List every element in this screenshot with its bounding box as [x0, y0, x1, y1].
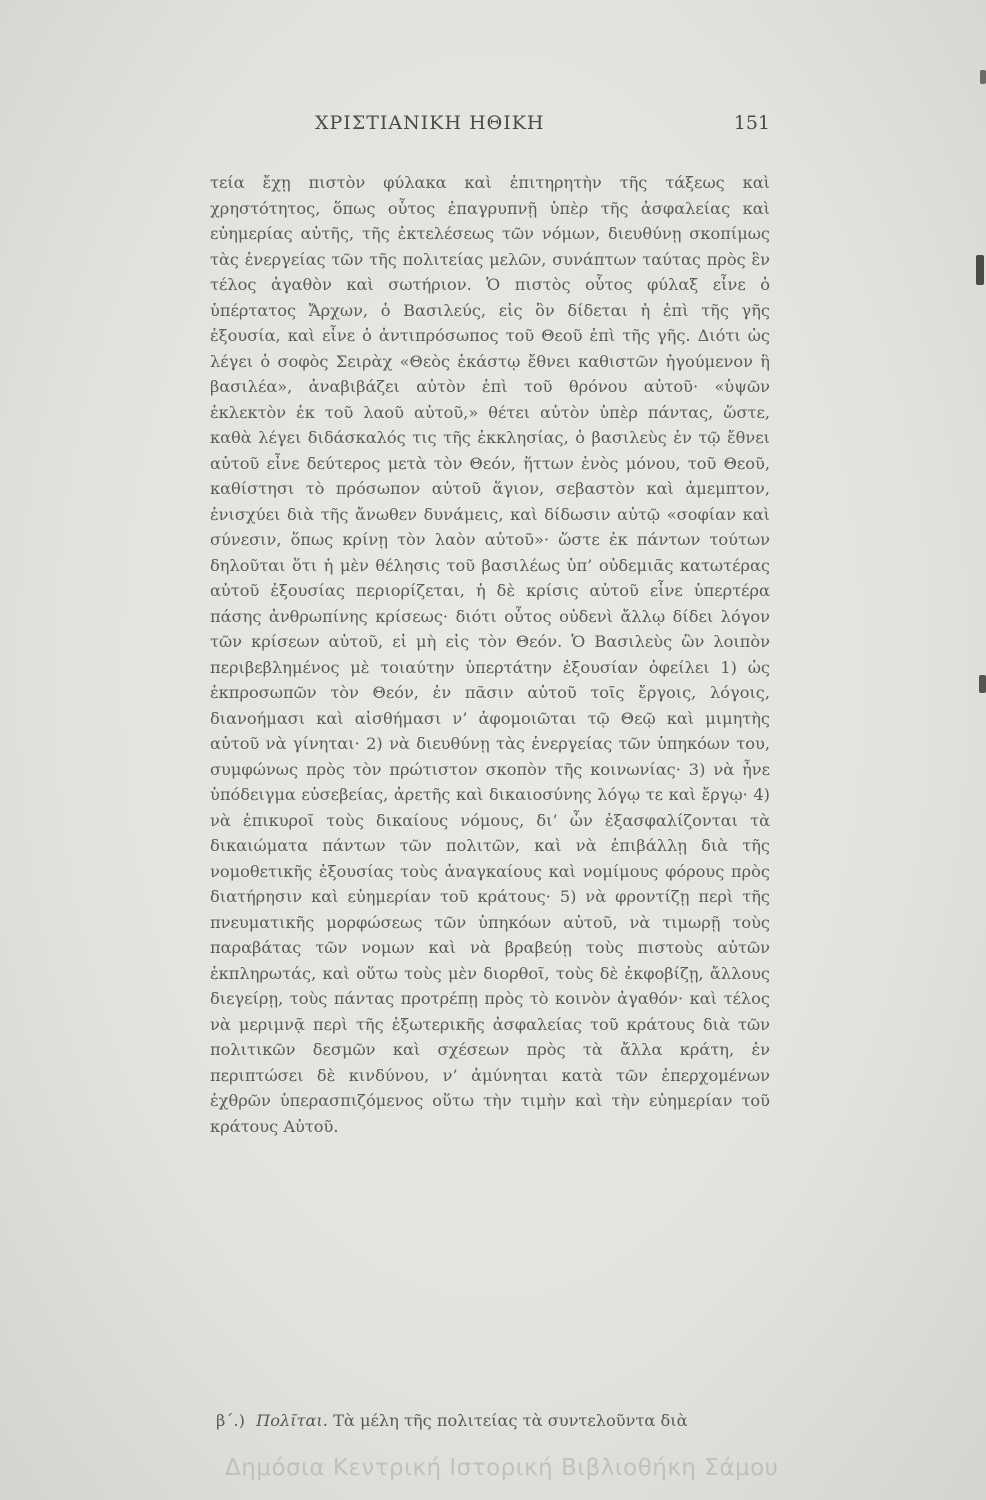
page-header — [210, 112, 770, 142]
page-edge-mark — [980, 70, 986, 84]
section-start — [210, 1408, 770, 1434]
page-edge-mark — [979, 675, 986, 693]
section-text: Τὰ μέλη τῆς πολιτείας τὰ συντελοῦντα διὰ — [333, 1411, 688, 1430]
section-number: β΄.) — [216, 1411, 245, 1430]
running-title: ΧΡΙΣΤΙΑΝΙΚΗ ΗΘΙΚΗ — [315, 112, 545, 134]
page-number: 151 — [733, 112, 770, 134]
body-paragraph: τεία ἔχῃ πιστὸν φύλακα καὶ ἐπιτηρητὴν τῆς τάξεως καὶ χρηστότητος, ὅπως οὗτος ἐπαγρυπνῇ ὑπὲρ τῆς ἀσφαλείας καὶ εὐημερίας αὐτῆς, τῆς ἐκτελέσεως τῶν νόμων, διευθύνῃ σκοπίμως τὰς ἐνεργείας τῶν τῆς πολιτείας μελῶν, συνάπτων ταύτας πρὸς ἓν τέλος ἀγαθὸν καὶ σωτήριον. Ὁ πιστὸς οὗτος φύλαξ εἶνε ὁ ὑπέρτατος Ἄρχων, ὁ Βασιλεύς, εἰς ὃν δίδεται ἡ ἐπὶ τῆς γῆς ἐξουσία, καὶ εἶνε ὁ ἀντιπρόσωπος τοῦ Θεοῦ ἐπὶ τῆς γῆς. Διότι ὡς λέγει ὁ σοφὸς Σειρὰχ «Θεὸς ἑκάστῳ ἔθνει καθιστῶν ἡγούμενον ἢ βασιλέα», ἀναβιβάζει αὐτὸν ἐπὶ τοῦ θρόνου αὐτοῦ· «ὑψῶν ἐκλεκτὸν ἐκ τοῦ λαοῦ αὐτοῦ,» θέτει αὐτὸν ὑπὲρ πάντας, ὥστε, καθὰ λέγει διδάσκαλός τις τῆς ἐκκλησίας, ὁ βασιλεὺς ἐν τῷ ἔθνει αὐτοῦ εἶνε δεύτερος μετὰ τὸν Θεόν, ἥττων ἑνὸς μόνου, τοῦ Θεοῦ, καθίστησι τὸ πρόσωπον αὐτοῦ ἅγιον, σεβαστὸν καὶ ἀμεμπτον, ἐνισχύει διὰ τῆς ἄνωθεν δυνάμεις, καὶ δίδωσιν αὐτῷ «σοφίαν καὶ σύνεσιν, ὅπως κρίνῃ τὸν λαὸν αὐτοῦ»· ὥστε ἐκ πάντων τούτων δηλοῦται ὅτι ἡ μὲν θέλησις τοῦ βασιλέως ὑπ’ οὐδεμιᾶς κατωτέρας αὐτοῦ ἐξουσίας περιορίζεται, ἡ δὲ κρίσις αὐτοῦ εἶνε ὑπερτέρα πάσης ἀνθρωπίνης κρίσεως· διότι οὗτος οὐδενὶ ἄλλῳ δίδει λόγον τῶν κρίσεων αὐτοῦ, εἰ μὴ εἰς τὸν Θεόν. Ὁ Βασιλεὺς ὢν λοιπὸν περιβεβλημένος μὲ τοιαύτην ὑπερτάτην ἐξουσίαν ὀφείλει 1) ὡς ἐκπροσωπῶν τὸν Θεόν, ἐν πᾶσιν αὐτοῦ τοῖς ἔργοις, λόγοις, διανοήμασι καὶ αἰσθήμασι ν’ ἀφομοιῶται τῷ Θεῷ καὶ μιμητὴς αὐτοῦ νὰ γίνηται· 2) νὰ διευθύνῃ τὰς ἐνεργείας τῶν ὑπηκόων του, συμφώνως πρὸς τὸν πρώτιστον σκοπὸν τῆς κοινωνίας· 3) νὰ ἦνε ὑπόδειγμα εὐσεβείας, ἀρετῆς καὶ δικαιοσύνης λόγῳ τε καὶ ἔργῳ· 4) νὰ ἐπικυροῖ τοὺς δικαίους νόμους, δι’ ὧν ἐξασφαλίζονται τὰ δικαιώματα πάντων τῶν πολιτῶν, καὶ νὰ ἐπιβάλλῃ διὰ τῆς νομοθετικῆς ἐξουσίας τοὺς ἀναγκαίους καὶ νομίμους φόρους πρὸς διατήρησιν καὶ εὐημερίαν τοῦ κράτους· 5) νὰ φροντίζῃ περὶ τῆς πνευματικῆς μορφώσεως τῶν ὑπηκόων αὐτοῦ, νὰ τιμωρῇ τοὺς παραβάτας τῶν νομων καὶ νὰ βραβεύῃ τοὺς πιστοὺς αὐτῶν ἐκπληρωτάς, καὶ οὕτω τοὺς μὲν διορθοῖ, τοὺς δὲ ἐκφοβίζῃ, ἄλλους διεγείρῃ, τοὺς πάντας προτρέπῃ πρὸς τὸ κοινὸν ἀγαθόν· καὶ τέλος νὰ μεριμνᾷ περὶ τῆς ἐξωτερικῆς ἀσφαλείας τοῦ κράτους διὰ τῶν πολιτικῶν δεσμῶν καὶ σχέσεων πρὸς τὰ ἄλλα κράτη, ἐν περιπτώσει δὲ κινδύνου, ν’ ἀμύνηται κατὰ τῶν ἐπερχομένων ἐχθρῶν ὑπερασπιζόμενος οὕτω τὴν τιμὴν καὶ τὴν εὐημερίαν τοῦ κράτους Αὐτοῦ. — [210, 173, 770, 1136]
section-heading: Πολῖται. — [256, 1411, 328, 1430]
page-edge-mark — [976, 255, 984, 285]
body-text — [210, 170, 770, 1139]
library-watermark: Δημόσια Κεντρική Ιστορική Βιβλιοθήκη Σάμου — [225, 1455, 779, 1481]
